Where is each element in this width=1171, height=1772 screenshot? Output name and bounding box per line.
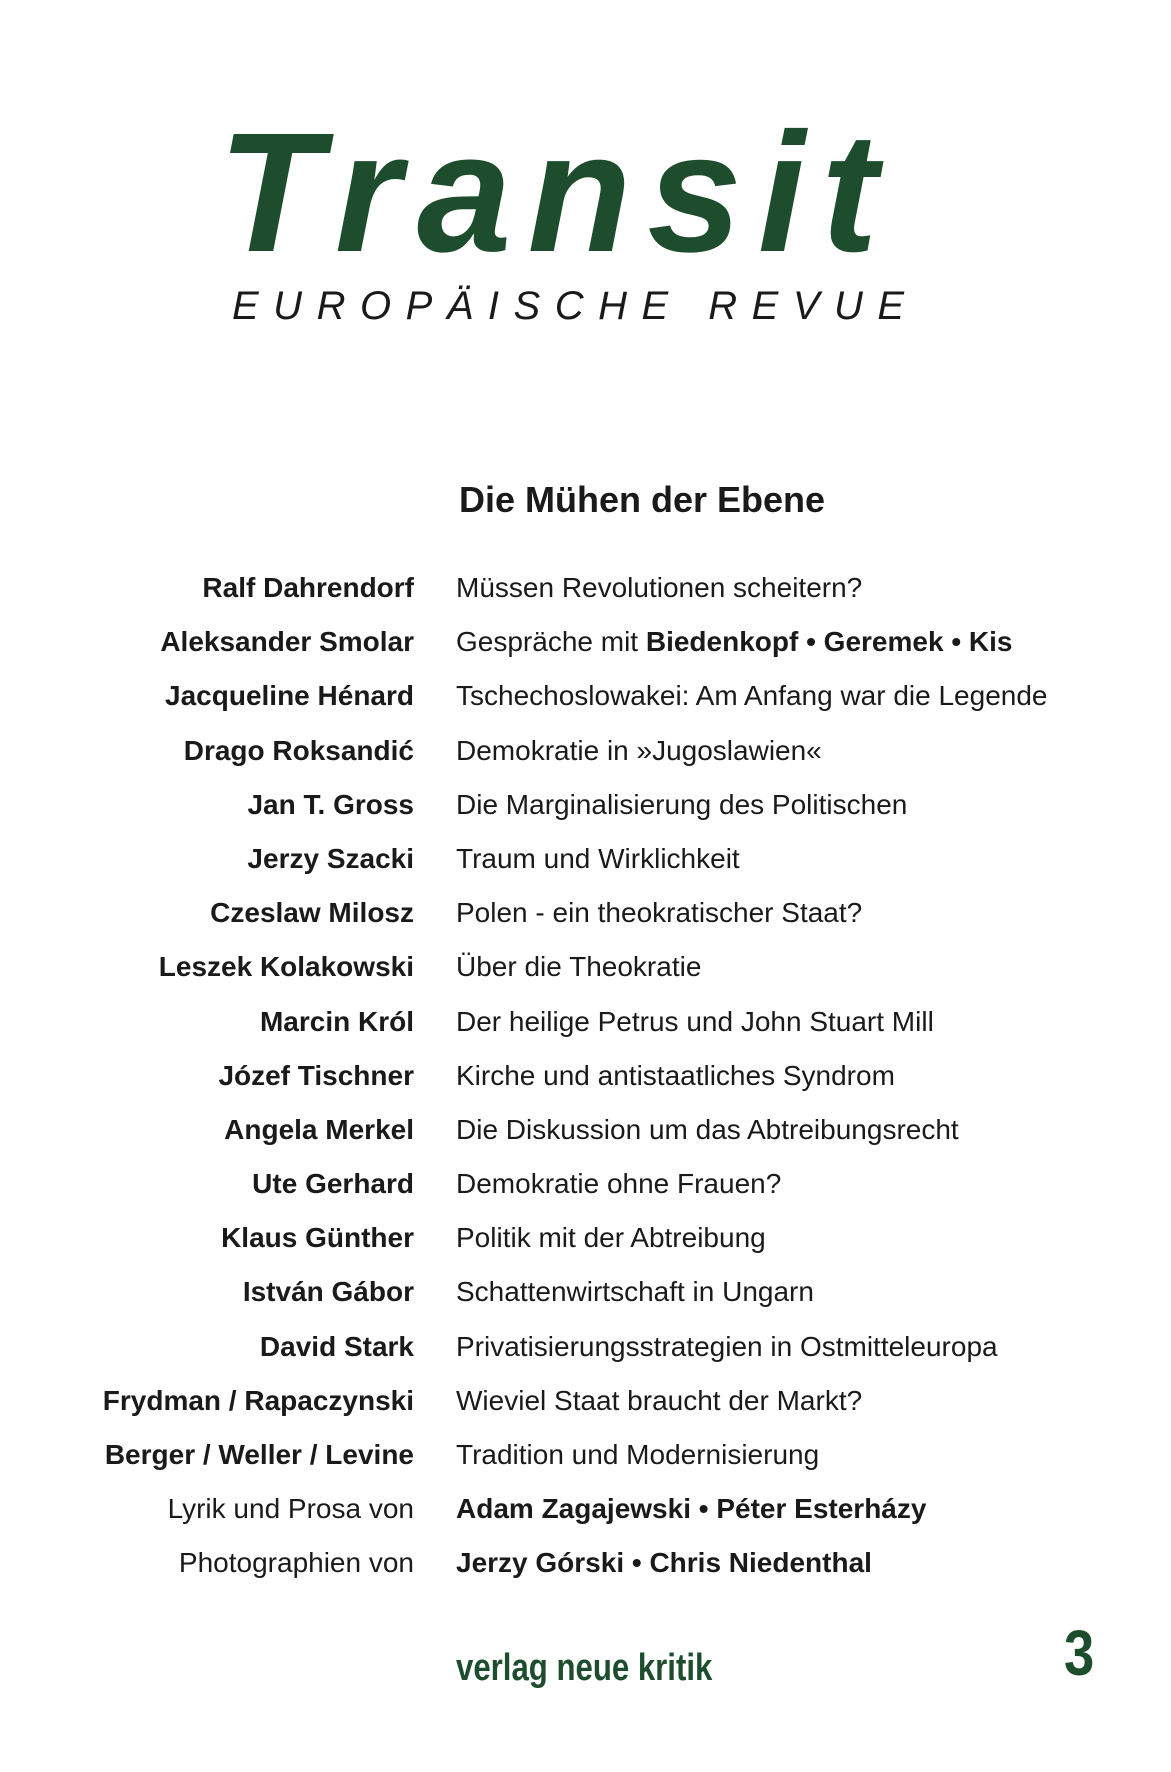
toc-author: Berger / Weller / Levine xyxy=(104,1439,414,1470)
toc-row xyxy=(0,1274,1171,1328)
toc-title-segment: Politik mit der Abtreibung xyxy=(456,1222,766,1254)
toc-author: Ute Gerhard xyxy=(252,1168,414,1200)
publisher-name: verlag neue kritik xyxy=(456,1647,713,1689)
toc-title-segment: Kirche und antistaatliches Syndrom xyxy=(456,1059,895,1091)
toc-article-title xyxy=(456,1545,872,1581)
toc-article-title xyxy=(456,1329,998,1365)
toc-author: Marcin Król xyxy=(259,1005,414,1037)
toc-title-segment: Schattenwirtschaft in Ungarn xyxy=(456,1276,814,1308)
toc-title-segment: Die Marginalisierung des Politischen xyxy=(456,788,908,820)
toc-title-segment: Biedenkopf • Geremek • Kis xyxy=(645,626,1013,658)
toc-row xyxy=(0,1383,1171,1437)
toc-row xyxy=(0,1058,1171,1112)
toc-article-title xyxy=(456,895,862,931)
toc-author: István Gábor xyxy=(242,1276,414,1308)
toc-article-title xyxy=(456,1004,934,1040)
toc-row xyxy=(0,1220,1171,1274)
toc-article-title xyxy=(456,1220,766,1256)
toc-author: Jan T. Gross xyxy=(247,788,414,820)
toc-author: Angela Merkel xyxy=(224,1113,414,1145)
toc-article-title xyxy=(456,787,907,823)
toc-row xyxy=(0,1166,1171,1220)
toc-row xyxy=(0,949,1171,1003)
toc-row xyxy=(0,1437,1171,1491)
toc-title-segment: Jerzy Górski • Chris Niedenthal xyxy=(456,1547,872,1579)
toc-row xyxy=(0,841,1171,895)
toc-row xyxy=(0,624,1171,678)
toc-row xyxy=(0,1491,1171,1545)
toc-author: Józef Tischner xyxy=(218,1059,414,1091)
toc-title-segment: Tradition und Modernisierung xyxy=(456,1439,820,1470)
toc-title-segment: Der heilige Petrus und John Stuart Mill xyxy=(456,1005,934,1037)
toc-row xyxy=(0,570,1171,624)
toc-row xyxy=(0,678,1171,732)
toc-row xyxy=(0,895,1171,949)
toc-title-segment: Adam Zagajewski • Péter Esterházy xyxy=(456,1493,927,1525)
toc-article-title xyxy=(456,624,1012,660)
toc-article-title xyxy=(456,570,862,606)
toc-title-segment: Tschechoslowakei: Am Anfang war die Legende xyxy=(456,680,1048,712)
toc-article-title xyxy=(456,1112,959,1148)
toc-title-segment: Die Diskussion um das Abtreibungsrecht xyxy=(456,1113,959,1145)
toc-author: Jacqueline Hénard xyxy=(165,680,414,712)
toc-title-segment: Demokratie in »Jugoslawien« xyxy=(456,734,822,766)
toc-title-segment: Traum und Wirklichkeit xyxy=(456,842,740,874)
toc-article-title xyxy=(456,1491,926,1527)
toc-author: Leszek Kolakowski xyxy=(158,951,414,983)
toc-author: Drago Roksandić xyxy=(183,734,414,766)
toc-title-segment: Über die Theokratie xyxy=(456,951,702,983)
toc-title-segment: Polen - ein theokratischer Staat? xyxy=(456,897,863,929)
toc-author: Klaus Günther xyxy=(221,1222,414,1254)
toc-author: Czeslaw Milosz xyxy=(210,897,414,929)
logo-wordmark: Transit xyxy=(218,98,894,288)
masthead-subtitle: EUROPÄISCHE REVUE xyxy=(232,284,919,328)
issue-number: 3 xyxy=(1064,1617,1095,1689)
toc-title-segment: Demokratie ohne Frauen? xyxy=(456,1168,782,1200)
toc-title-segment: Privatisierungsstrategien in Ostmitteleuropa xyxy=(456,1330,998,1362)
toc-author: Frydman / Rapaczynski xyxy=(102,1384,414,1416)
toc-article-title xyxy=(456,1383,862,1419)
toc-article-title xyxy=(456,841,740,877)
toc-row xyxy=(0,1112,1171,1166)
toc-row xyxy=(0,733,1171,787)
toc-article-title xyxy=(456,1437,819,1473)
toc-title-segment: Wieviel Staat braucht der Markt? xyxy=(456,1384,863,1416)
toc-article-title xyxy=(456,1058,895,1094)
issue-title: Die Mühen der Ebene xyxy=(459,479,826,520)
toc-title-segment: Müssen Revolutionen scheitern? xyxy=(456,572,863,603)
toc-row xyxy=(0,1329,1171,1383)
toc-author: Photographien von xyxy=(178,1547,414,1579)
toc-author: Ralf Dahrendorf xyxy=(202,572,414,603)
toc-article-title xyxy=(456,733,822,769)
toc-row xyxy=(0,1004,1171,1058)
toc-article-title xyxy=(456,1274,814,1310)
toc-row xyxy=(0,1545,1171,1599)
toc-article-title xyxy=(456,678,1048,714)
toc-author: Aleksander Smolar xyxy=(160,626,414,658)
toc-title-segment: Gespräche mit xyxy=(456,626,646,658)
table-of-contents xyxy=(0,570,1171,1600)
toc-author: Lyrik und Prosa von xyxy=(167,1493,414,1525)
toc-row xyxy=(0,787,1171,841)
toc-article-title xyxy=(456,949,701,985)
toc-author: Jerzy Szacki xyxy=(247,842,414,874)
toc-author: David Stark xyxy=(259,1330,414,1362)
toc-article-title xyxy=(456,1166,781,1202)
